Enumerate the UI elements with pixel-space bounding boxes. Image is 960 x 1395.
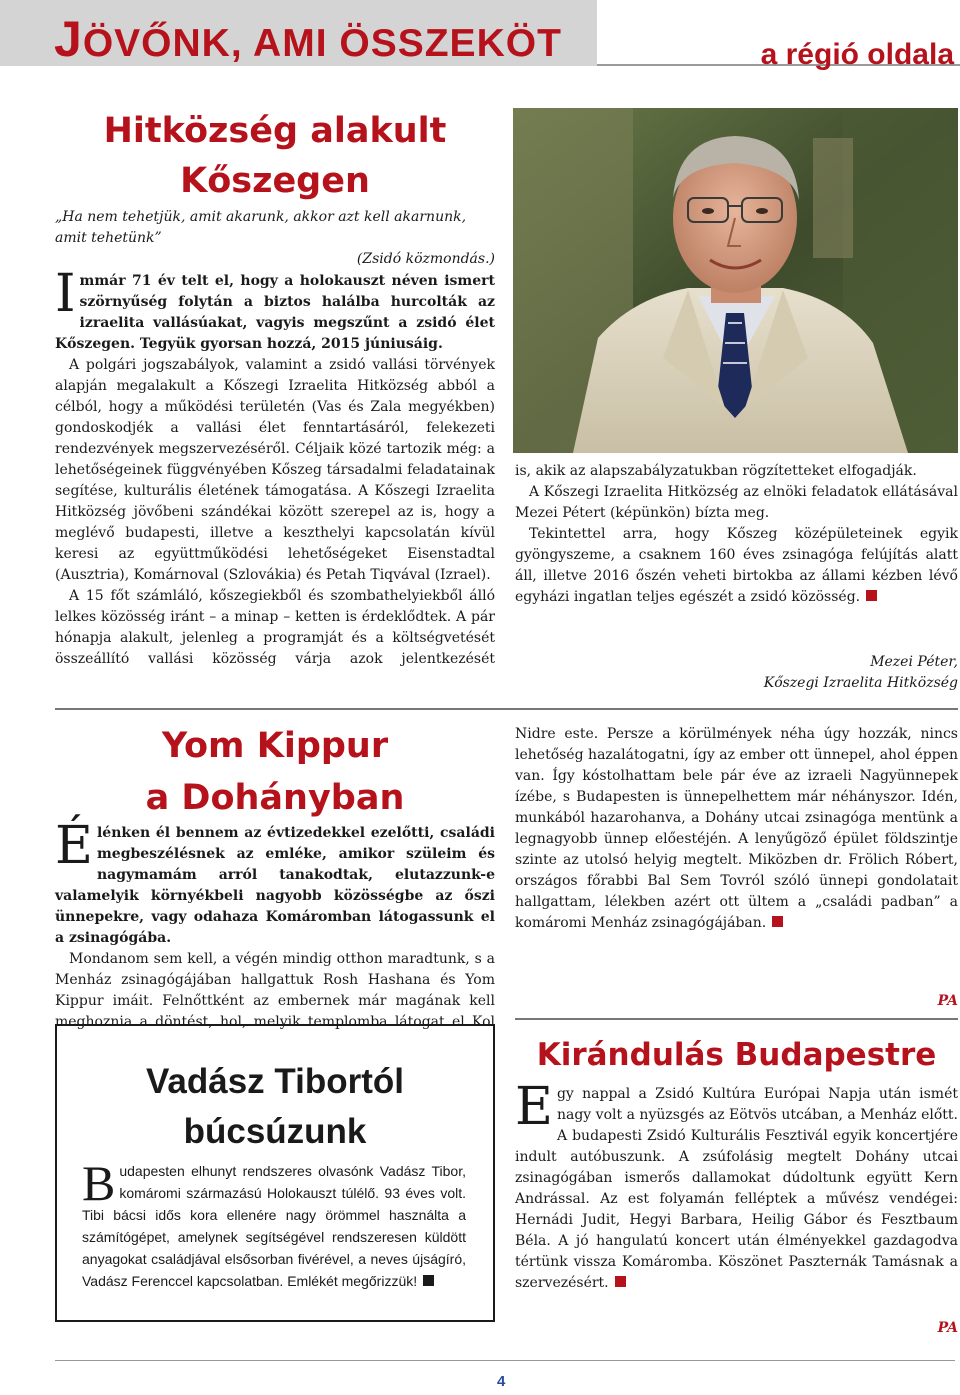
article1-author: [515, 652, 958, 694]
page-number: 4: [497, 1373, 506, 1390]
article3-paragraph: [82, 1155, 466, 1292]
article2-title: [55, 720, 495, 824]
article1-body-left: [55, 264, 495, 670]
article3-title: [57, 1057, 493, 1157]
end-mark-icon: [866, 590, 877, 601]
article2-lead: [55, 816, 495, 949]
end-mark-icon: [615, 1276, 626, 1287]
article3-dropcap: B: [82, 1155, 116, 1211]
article4-lead-text: gy nappal a Zsidó Kultúra Európai Napja után ismét nagy volt a nyüzsgés az Eötvös utcában, a Menház előtt.: [556, 1086, 958, 1123]
author-name: Mezei Péter: [870, 654, 954, 670]
article1-motto: [55, 207, 495, 270]
article1-final-text: Tekintettel arra, hogy Kőszeg középületeinek egyik gyöngyszeme, a csaknem 160 éves zsinagóga felújítás alatt áll, illetve 2016 őszén veheti birtokba az állami kézben lévő egyházi ingatlan teljes egészét a zsidó közösség.: [515, 526, 958, 605]
end-mark-icon: [772, 916, 783, 927]
article3-body: [82, 1155, 466, 1292]
article1-paragraph: A polgári jogszabályok, valamint a zsidó vallási törvények alapján megalakult a Kőszegi Izraelita Hitközség abból a célból, hogy a működési területén (Vas és Zala megyékben) gondoskodjék a vallási élet fenntartásáról, felekezeti rendezvények megszervezéséről. Céljaik közé tartozik még: a lehetőségeinek függvényében Kőszeg társadalmi feladatainak segítése, kulturális életének támogatása. A Kőszegi Izraelita Hitközség jövőbeni szándékai között szerepel az is, hogy a meglévő budapesti, illetve a keszthelyi kapcsolatán kívül keresi az együttműködési lehetőségeket Eisenstadtal (Ausztria), Komárnoval (Szlovákia) és Petah Tiqvával (Izrael).: [55, 357, 495, 583]
author-line: Mezei Péter,: [870, 654, 958, 670]
article2-body-left: [55, 816, 495, 1033]
motto-text: „Ha nem tehetjük, amit akarunk, akkor azt kell akarnunk, amit tehetünk”: [55, 209, 467, 246]
article3-title-line1: Vadász Tibortól: [145, 1062, 405, 1101]
section-divider: [55, 708, 958, 710]
region-label: a régió oldala: [760, 38, 954, 71]
article2-paragraph: Mondanom sem kell, a végén mindig otthon maradtunk, s a Menház zsinagógájában hallgattuk Rosh Hashana és Yom Kippur imáit. Felnőttként az embernek már magának kell meghoznia a döntést, hol, melyik templomba látogat el Kol: [55, 951, 495, 1030]
series-title: [54, 10, 562, 68]
article2-title-line1: Yom Kippur: [161, 726, 389, 766]
article4-title: Kirándulás Budapestre: [536, 1037, 937, 1073]
series-title-initial: J: [54, 11, 83, 67]
article2-body-right: [515, 724, 958, 934]
article4-dropcap: E: [515, 1077, 553, 1137]
footer-rule: [55, 1360, 955, 1361]
article2-paragraph: [515, 724, 958, 934]
article1-paragraph: is, akik az alapszabályzatukban rögzítetteket elfogadják.: [515, 463, 917, 479]
article1-lead-text: mmár 71 év telt el, hogy a holokauszt néven ismert szörnyűség folytán a biztos halálba hurcolták az izraelita vallásúakat, vagyis megszűnt a zsidó élet Kőszegen. Tegyük gyorsan hozzá, 2015 júniusáig.: [55, 273, 495, 352]
motto-source: (Zsidó közmondás.): [356, 251, 495, 267]
article1-lead: [55, 264, 495, 355]
article1-body-right: [515, 461, 958, 608]
portrait-photo: [513, 108, 958, 453]
author-org: Kőszegi Izraelita Hitközség: [763, 675, 958, 691]
portrait-illustration: [513, 108, 958, 453]
series-title-rest: ÖVŐNK, AMI ÖSSZEKÖT: [82, 22, 562, 65]
article1-title-line1: Hitközség alakult: [103, 111, 447, 151]
article1-paragraph: A Kőszegi Izraelita Hitközség az elnöki feladatok ellátásával Mezei Pétert (képünkön) bízta meg.: [515, 484, 958, 521]
article2-lead-text: lénken él bennem az évtizedekkel ezelőtti, családi megbeszélésnek az emléke, amikor szüleim és nagymamám arról tanakodtak, elutazzunk-e valamelyik környékbeli nagyobb közösségbe az őszi ünnepekre, vagy odahaza Komáromban látogassunk el a zsinagógába.: [55, 825, 495, 946]
end-mark-icon: [423, 1275, 434, 1286]
article2-signature: PA: [937, 993, 958, 1009]
article3-title-line2: búcsúzunk: [183, 1112, 367, 1151]
article4-signature: PA: [937, 1320, 958, 1336]
article2-continued-text: Nidre este. Persze a körülmények néha úgy hozzák, nincs lehetőség hazalátogatni, így az ember ott ünnepel, ahol éppen van. Így kóstolhattam bele pár éve az izraeli Nagyünnepek ízébe, s Budapesten is ünnepelhettem már néhányszor. Idén, munkából hazarohanva, a Dohány utcai zsinagóga mentünk a legnagyobb ünnep előestéjén. A lenyűgöző épület földszintje szinte az utolsó helyig megtelt. Miközben dr. Frölich Róbert, országos főrabbi Bal Sem Tovról szóló ünnepi gondolatait hallgattam, lélekben azért ott ültem a „családi padban” a komáromi Menház zsinagógájában.: [515, 726, 958, 931]
article1-title-line2: Kőszegen: [180, 161, 370, 201]
article1-dropcap: I: [55, 264, 76, 324]
article1-title: [55, 106, 495, 206]
article4-title-rule: [515, 1018, 958, 1020]
article2-dropcap: É: [55, 816, 93, 876]
article1-paragraph: A 15 főt számláló, kőszegiekből és szombathelyiekből álló lelkes közösség iránt – a minap – ketten is érdeklődtek. A pár hónapja alakult, jelenleg a programját és a költségvetését összeállító vallási közösség várja azok jelentkezését: [55, 588, 495, 667]
article2-title-line2: a Dohányban: [145, 778, 405, 818]
article4-text: A budapesti Zsidó Kulturális Fesztivál egyik koncertjére indult autóbuszunk. A zsúfolásig megtelt Dohány utcai zsinagógában ismerős dallamokat dúdoltunk együtt Kern Andrással. Az est folyamán felléptek a művész vendégei: Hernádi Judit, Hegyi Barbara, Heilig Gábor és Fesztbaum Béla. A jó hangulatú koncert után élményekkel gazdagodva tértünk vissza Komáromba. Köszönet Paszternák Tamásnak a szervezésért.: [515, 1128, 958, 1291]
article4-paragraph: [515, 1077, 958, 1294]
article4-body: [515, 1077, 958, 1294]
article3-text: udapesten elhunyt rendszeres olvasónk Vadász Tibor, komáromi származású Holokauszt túlélő. 93 éves volt. Tibi bácsi idős kora ellenére nagy örömmel használta a számítógépet, amelynek segítségével rendszeresen küldött anyagokat családjával elsősorban fivérével, a neves újságíró, Vadász Ferenccel kapcsolatban. Emlékét megőrizzük!: [82, 1163, 466, 1289]
article1-paragraph: [515, 524, 958, 608]
